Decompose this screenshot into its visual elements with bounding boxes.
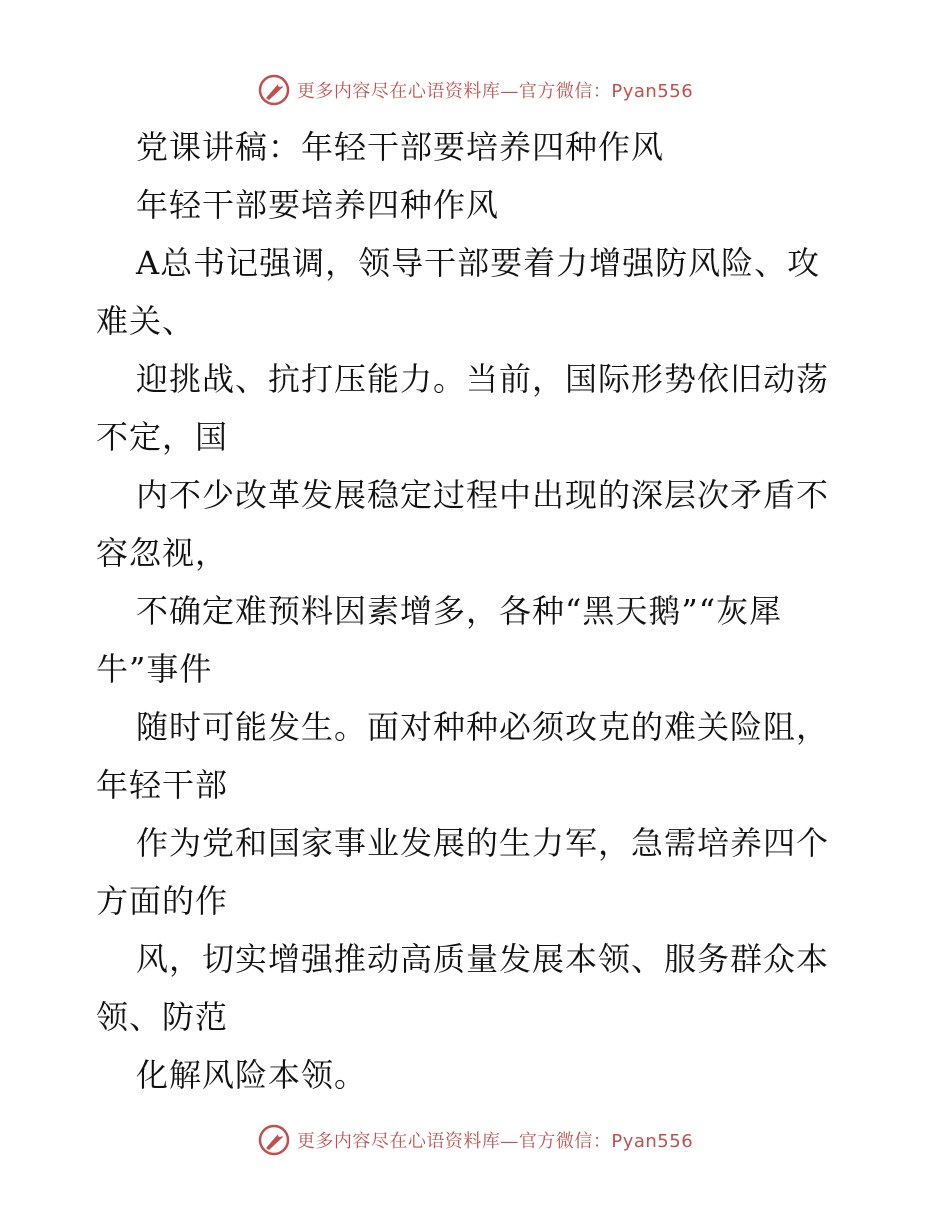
paragraph-line: 随时可能发生。面对种种必须攻克的难关险阻， (136, 708, 830, 746)
paragraph-line: 不确定难预料因素增多，各种“黑天鹅”“灰犀 (136, 592, 783, 630)
document-body (96, 118, 866, 1104)
footer-watermark (0, 1120, 950, 1160)
watermark-text: 更多内容尽在心语资料库—官方微信：Pyan556 (296, 81, 694, 102)
paragraph-line: 领、防范 (96, 998, 229, 1036)
pen-nib-logo-icon (257, 73, 291, 107)
paragraph-line: 作为党和国家事业发展的生力军，急需培养四个 (136, 824, 830, 862)
header-watermark (0, 70, 950, 110)
paragraph-line: A总书记强调，领导干部要着力增强防风险、攻 (136, 244, 821, 282)
paragraph-line: 化解风险本领。 (136, 1056, 368, 1094)
paragraph-line: 迎挑战、抗打压能力。当前，国际形势依旧动荡 (136, 360, 830, 398)
document-title: 党课讲稿：年轻干部要培养四种作风 (136, 128, 665, 166)
paragraph-line: 容忽视， (96, 534, 229, 572)
watermark-text: 更多内容尽在心语资料库—官方微信：Pyan556 (296, 1131, 694, 1152)
pen-nib-logo-icon (257, 1123, 291, 1157)
paragraph-line: 难关、 (96, 302, 196, 340)
paragraph-line: 风，切实增强推动高质量发展本领、服务群众本 (136, 940, 830, 978)
paragraph-line: 方面的作 (96, 882, 229, 920)
paragraph-line: 牛”事件 (96, 650, 213, 688)
paragraph-line: 不定，国 (96, 418, 229, 456)
paragraph-line: 内不少改革发展稳定过程中出现的深层次矛盾不 (136, 476, 830, 514)
paragraph-line: 年轻干部 (96, 766, 229, 804)
document-subtitle: 年轻干部要培养四种作风 (136, 186, 500, 224)
